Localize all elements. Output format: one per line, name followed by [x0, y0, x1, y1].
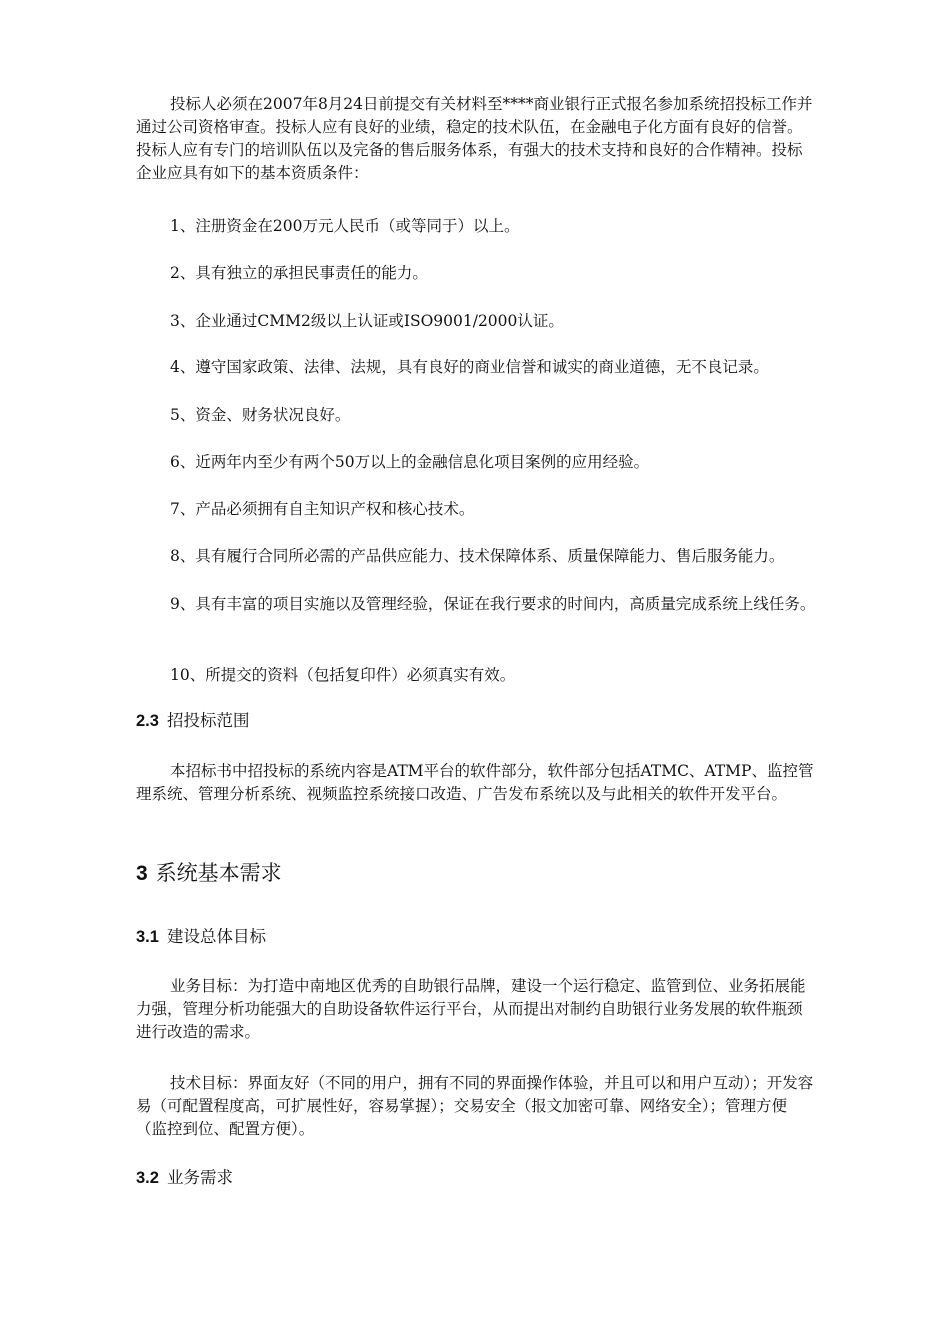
chapter-heading-3: [136, 859, 282, 888]
intro-paragraph: 投标人必须在2007年8月24日前提交有关材料至****商业银行正式报名参加系统招投标工作并通过公司资格审查。投标人应有良好的业绩，稳定的技术队伍，在金融电子化方面有良好的信誉。投标人应有专门的培训队伍以及完备的售后服务体系，有强大的技术支持和良好的合作精神。投标企业应具有如下的基本资质条件：: [136, 95, 813, 182]
requirement-item-2: 2、具有独立的承担民事责任的能力。: [170, 264, 428, 282]
requirement-item-10: 10、所提交的资料（包括复印件）必须真实有效。: [170, 666, 516, 684]
business-goal-paragraph: 业务目标：为打造中南地区优秀的自助银行品牌，建设一个运行稳定、监管到位、业务拓展能力强，管理分析功能强大的自助设备软件运行平台，从而提出对制约自助银行业务发展的软件瓶颈进行改造的需求。: [136, 977, 806, 1041]
requirement-item-9: 9、具有丰富的项目实施以及管理经验，保证在我行要求的时间内，高质量完成系统上线任务。: [170, 595, 816, 613]
requirement-item-4: 4、遵守国家政策、法律、法规，具有良好的商业信誉和诚实的商业道德，无不良记录。: [170, 358, 769, 376]
section-heading-2-3: [136, 709, 249, 733]
chapter-number: 3: [136, 862, 148, 885]
requirement-item-1: 1、注册资金在200万元人民币（或等同于）以上。: [170, 217, 520, 235]
requirement-item-5: 5、资金、财务状况良好。: [170, 406, 351, 424]
chapter-title: 系统基本需求: [155, 861, 282, 885]
section-heading-3-2: [136, 1166, 233, 1190]
section-number: 2.3: [136, 712, 159, 730]
section-title: 招投标范围: [166, 711, 250, 730]
section-number: 3.1: [136, 928, 159, 946]
section-number: 3.2: [136, 1169, 159, 1187]
section-heading-3-1: [136, 925, 266, 949]
requirement-item-8: 8、具有履行合同所必需的产品供应能力、技术保障体系、质量保障能力、售后服务能力。: [170, 547, 785, 565]
requirement-item-3: 3、企业通过CMM2级以上认证或ISO9001/2000认证。: [170, 312, 564, 330]
scope-paragraph: 本招标书中招投标的系统内容是ATM平台的软件部分，软件部分包括ATMC、ATMP、监控管理系统、管理分析系统、视频监控系统接口改造、广告发布系统以及与此相关的软件开发平台。: [136, 762, 814, 803]
section-title: 建设总体目标: [166, 927, 266, 946]
section-title: 业务需求: [166, 1168, 233, 1187]
requirement-item-6: 6、近两年内至少有两个50万以上的金融信息化项目案例的应用经验。: [170, 453, 650, 471]
requirement-item-7: 7、产品必须拥有自主知识产权和核心技术。: [170, 500, 475, 518]
tech-goal-paragraph: 技术目标：界面友好（不同的用户，拥有不同的界面操作体验，并且可以和用户互动）；开发容易（可配置程度高，可扩展性好，容易掌握）；交易安全（报文加密可靠、网络安全）；管理方便（监控到位、配置方便）。: [136, 1074, 814, 1138]
